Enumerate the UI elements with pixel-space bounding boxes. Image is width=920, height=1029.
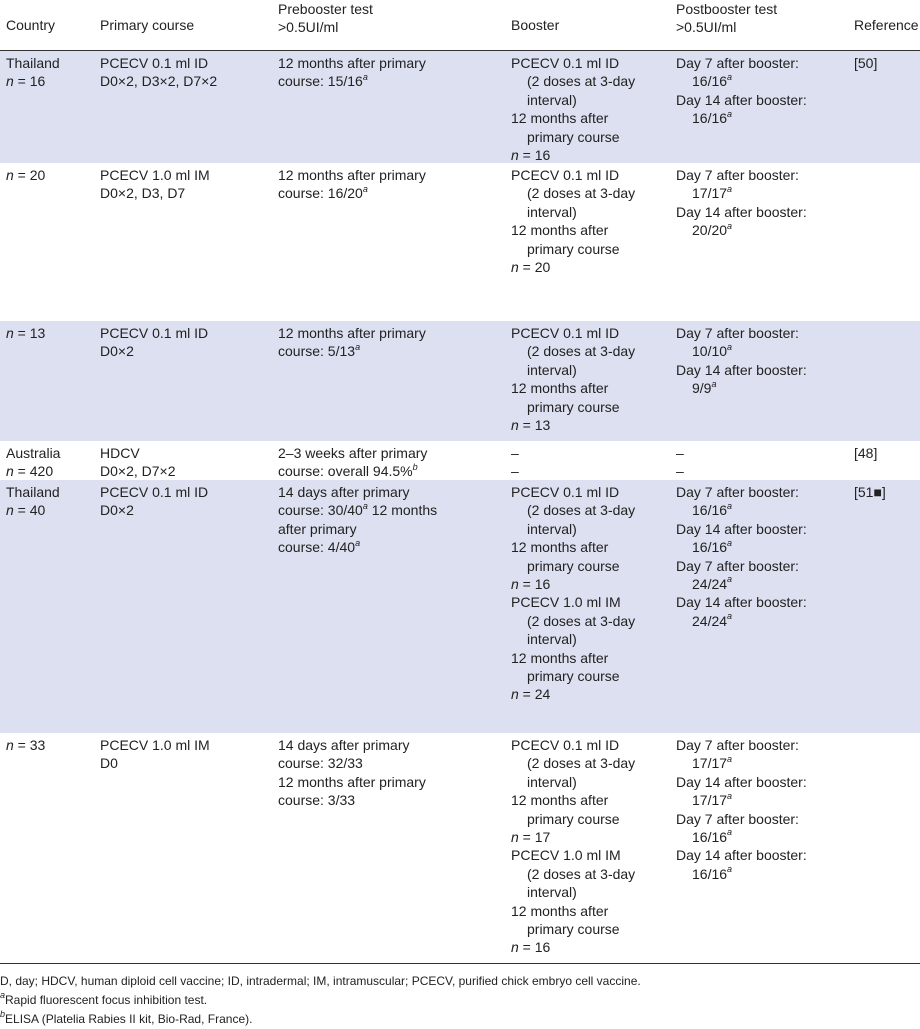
booster-sample-size: n = 24: [511, 686, 551, 703]
cell-country: [6, 736, 45, 754]
booster-line: interval): [527, 631, 577, 648]
booster-line: primary course: [527, 557, 620, 574]
postbooster-line: 16/16$^a$: [692, 827, 733, 846]
booster-line: interval): [527, 91, 577, 108]
cell-reference: [48]: [854, 445, 878, 461]
postbooster-line: Day 7 after booster:: [676, 167, 799, 183]
booster-line: (2 doses at 3-day: [527, 612, 636, 629]
booster-line: (2 doses at 3-day: [527, 185, 636, 202]
booster-line: PCECV 0.1 ml ID: [511, 55, 620, 71]
booster-line: primary course: [527, 810, 620, 827]
cell-prebooster: [278, 444, 427, 481]
prebooster-line: course: 15/16$^a$: [278, 71, 368, 90]
cell-prebooster: [278, 166, 426, 203]
booster-line: 12 months after: [511, 380, 609, 397]
postbooster-line: Day 7 after booster:: [676, 484, 799, 500]
cell-prebooster: [278, 736, 426, 810]
country-name: Australia: [6, 445, 61, 461]
postbooster-line: Day 14 after booster:: [676, 91, 807, 108]
cell-booster: [511, 483, 635, 704]
cell-primary-course: [100, 166, 210, 203]
booster-line: 12 months after: [511, 539, 609, 556]
cell-primary-course: [100, 324, 208, 361]
cell-reference: [51■]: [854, 484, 886, 500]
prebooster-line: course: 32/33: [278, 755, 363, 772]
prebooster-line: 12 months after primary: [278, 55, 426, 71]
postbooster-line: Day 7 after booster:: [676, 737, 799, 753]
country-name: Thailand: [6, 55, 60, 71]
postbooster-line: Day 14 after booster:: [676, 847, 807, 864]
cell-reference: [50]: [854, 55, 878, 71]
booster-line: PCECV 0.1 ml ID: [511, 737, 620, 753]
footnote-abbreviations: D, day; HDCV, human diploid cell vaccine; ID, intradermal; IM, intramuscular; PCECV, purified chick embryo cell vaccine.: [0, 974, 641, 988]
booster-line: interval): [527, 773, 577, 790]
primary-line: PCECV 0.1 ml ID: [100, 325, 209, 341]
header-prebooster-line1: Prebooster test: [278, 1, 373, 17]
prebooster-line: 2–3 weeks after primary: [278, 445, 428, 461]
cell-booster: [511, 736, 635, 957]
primary-line: D0×2: [100, 343, 134, 360]
cell-booster: [511, 166, 635, 276]
header-reference: Reference: [854, 17, 919, 33]
table-footnotes: [0, 963, 920, 1029]
postbooster-line: 17/17$^a$: [692, 753, 733, 772]
cell-prebooster: [278, 483, 437, 557]
country-sample-size: n = 13: [6, 325, 46, 341]
prebooster-line: course: 16/20$^a$: [278, 183, 368, 202]
booster-line: primary course: [527, 668, 620, 685]
country-name: Thailand: [6, 484, 60, 500]
postbooster-line: 16/16$^a$: [692, 108, 733, 127]
booster-line: (2 doses at 3-day: [527, 755, 636, 772]
cell-postbooster: [676, 54, 807, 128]
country-sample-size: n = 20: [6, 167, 46, 183]
booster-line: primary course: [527, 921, 620, 938]
cell-booster: [511, 54, 635, 164]
cell-primary-course: [100, 444, 176, 481]
booster-line: 12 months after: [511, 222, 609, 239]
booster-line: interval): [527, 361, 577, 378]
booster-sample-size: n = 16: [511, 576, 551, 593]
country-sample-size: n = 16: [6, 73, 46, 90]
booster-sample-size: n = 16: [511, 147, 551, 164]
table-header: [0, 0, 920, 51]
header-booster: Booster: [511, 17, 560, 33]
booster-sample-size: n = 17: [511, 829, 551, 846]
booster-line: interval): [527, 884, 577, 901]
booster-sample-size: n = 20: [511, 259, 551, 276]
booster-line: PCECV 1.0 ml IM: [511, 594, 621, 611]
prebooster-line: 12 months after primary: [278, 325, 426, 341]
booster-line: PCECV 0.1 ml ID: [511, 484, 620, 500]
booster-sample-size: n = 13: [511, 417, 551, 434]
postbooster-line: Day 14 after booster:: [676, 361, 807, 378]
cell-postbooster: [676, 166, 807, 240]
cell-postbooster: [676, 483, 807, 630]
cell-primary-course: [100, 736, 210, 773]
booster-line: (2 doses at 3-day: [527, 73, 636, 90]
prebooster-line: course: 30/40$^a$ 12 months: [278, 500, 438, 519]
cell-postbooster: [676, 736, 807, 883]
prebooster-line: course: overall 94.5%$^b$: [278, 461, 418, 480]
cell-country: [6, 54, 60, 91]
postbooster-line: 16/16$^a$: [692, 500, 733, 519]
cell-postbooster: [676, 324, 807, 398]
primary-line: D0×2, D7×2: [100, 463, 176, 480]
footnote-b: $^b$ELISA (Platelia Rabies II kit, Bio-Rad, France).: [0, 1009, 253, 1026]
primary-line: PCECV 1.0 ml IM: [100, 167, 210, 183]
postbooster-line: 17/17$^a$: [692, 183, 733, 202]
primary-line: PCECV 0.1 ml ID: [100, 484, 209, 500]
postbooster-line: Day 7 after booster:: [676, 557, 799, 574]
cell-postbooster: [676, 444, 684, 481]
country-sample-size: n = 40: [6, 502, 46, 519]
postbooster-line: –: [676, 463, 684, 480]
prebooster-line: 14 days after primary: [278, 484, 410, 500]
booster-line: (2 doses at 3-day: [527, 343, 636, 360]
postbooster-line: Day 14 after booster:: [676, 520, 807, 537]
booster-line: 12 months after: [511, 792, 609, 809]
primary-line: PCECV 1.0 ml IM: [100, 737, 210, 753]
primary-line: D0: [100, 755, 118, 772]
cell-country: [6, 444, 60, 481]
header-primary-course: Primary course: [100, 17, 195, 33]
booster-line: (2 doses at 3-day: [527, 865, 636, 882]
cell-booster: [511, 324, 635, 434]
booster-line: primary course: [527, 398, 620, 415]
postbooster-line: Day 7 after booster:: [676, 810, 799, 827]
country-sample-size: n = 420: [6, 463, 54, 480]
postbooster-line: 17/17$^a$: [692, 790, 733, 809]
booster-line: primary course: [527, 128, 620, 145]
cell-country: [6, 324, 45, 342]
cell-primary-course: [100, 54, 217, 91]
booster-line: –: [511, 463, 519, 480]
booster-line: PCECV 0.1 ml ID: [511, 325, 620, 341]
header-postbooster-line1: Postbooster test: [676, 1, 778, 17]
postbooster-line: Day 7 after booster:: [676, 325, 799, 341]
prebooster-line: course: 3/33: [278, 792, 356, 809]
primary-line: HDCV: [100, 445, 140, 461]
postbooster-line: 9/9$^a$: [692, 378, 717, 397]
postbooster-line: –: [676, 445, 684, 461]
prebooster-line: course: 5/13$^a$: [278, 341, 361, 360]
header-prebooster-line2: >0.5UI/ml: [278, 19, 339, 35]
booster-line: –: [511, 445, 519, 461]
postbooster-line: 24/24$^a$: [692, 574, 733, 593]
booster-line: PCECV 0.1 ml ID: [511, 167, 620, 183]
prebooster-line: 12 months after primary: [278, 167, 426, 183]
postbooster-line: Day 14 after booster:: [676, 203, 807, 220]
primary-line: D0×2: [100, 502, 134, 519]
header-country: Country: [6, 17, 56, 33]
booster-line: PCECV 1.0 ml IM: [511, 847, 621, 864]
booster-line: 12 months after: [511, 649, 609, 666]
prebooster-line: after primary: [278, 520, 357, 537]
booster-sample-size: n = 16: [511, 939, 551, 956]
country-sample-size: n = 33: [6, 737, 46, 753]
cell-booster: [511, 444, 519, 481]
booster-line: 12 months after: [511, 902, 609, 919]
cell-country: [6, 166, 45, 184]
postbooster-line: 10/10$^a$: [692, 341, 733, 360]
primary-line: D0×2, D3×2, D7×2: [100, 73, 218, 90]
postbooster-line: Day 14 after booster:: [676, 773, 807, 790]
booster-line: interval): [527, 203, 577, 220]
postbooster-line: Day 7 after booster:: [676, 55, 799, 71]
postbooster-line: 24/24$^a$: [692, 611, 733, 629]
prebooster-line: 12 months after primary: [278, 773, 426, 790]
booster-line: primary course: [527, 240, 620, 257]
cell-primary-course: [100, 483, 208, 520]
postbooster-line: 16/16$^a$: [692, 71, 733, 90]
cell-prebooster: [278, 324, 426, 361]
primary-line: PCECV 0.1 ml ID: [100, 55, 209, 71]
postbooster-line: 16/16$^a$: [692, 537, 733, 556]
footnote-a: $^a$Rapid fluorescent focus inhibition test.: [0, 990, 208, 1007]
cell-country: [6, 483, 60, 520]
primary-line: D0×2, D3, D7: [100, 185, 186, 202]
booster-line: (2 doses at 3-day: [527, 502, 636, 519]
header-postbooster-line2: >0.5UI/ml: [676, 19, 737, 35]
prebooster-line: 14 days after primary: [278, 737, 410, 753]
cell-prebooster: [278, 54, 426, 91]
postbooster-line: 16/16$^a$: [692, 864, 733, 882]
booster-line: 12 months after: [511, 110, 609, 127]
booster-line: interval): [527, 520, 577, 537]
postbooster-line: Day 14 after booster:: [676, 594, 807, 611]
prebooster-line: course: 4/40$^a$: [278, 537, 361, 556]
postbooster-line: 20/20$^a$: [692, 220, 733, 239]
